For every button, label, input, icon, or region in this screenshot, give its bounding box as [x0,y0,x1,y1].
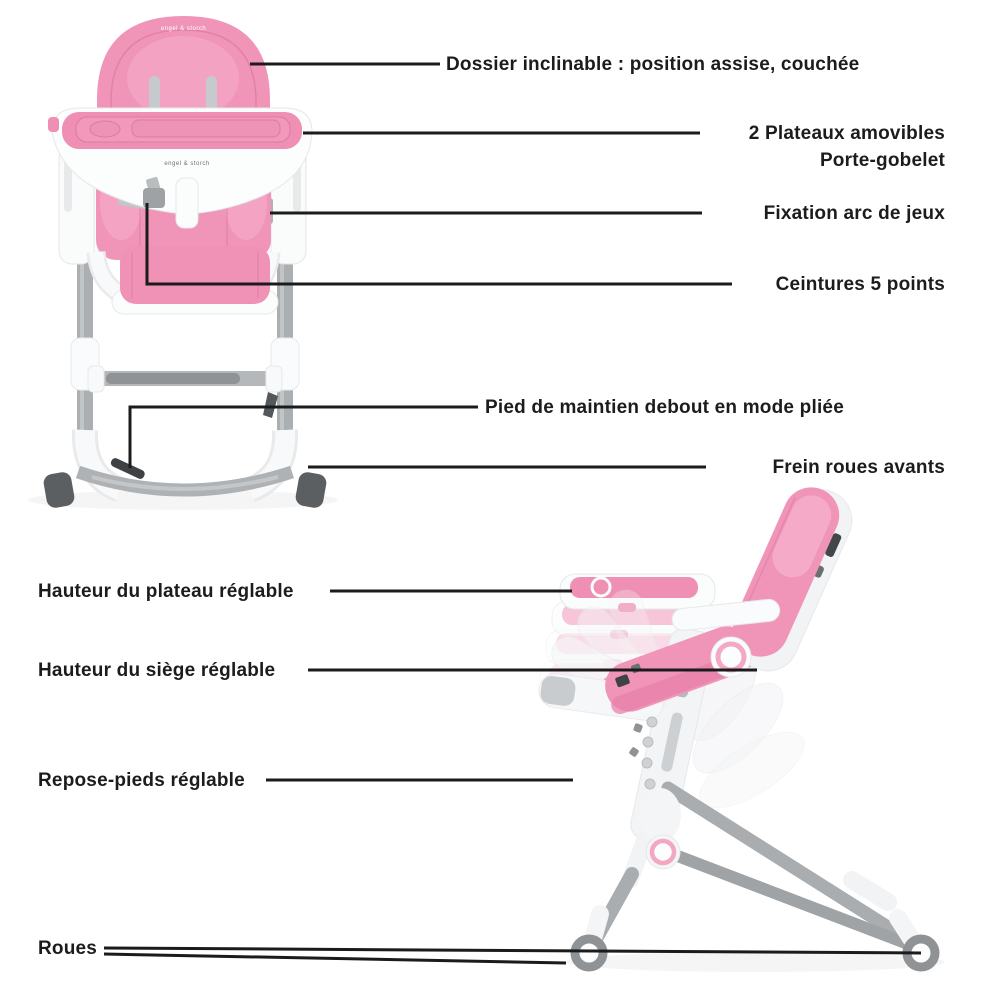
folding-latch [263,392,278,418]
label-plateaux-amovibles [749,120,945,174]
seat-height-knob [718,644,744,670]
brand-logo-seatback: engel & storch [160,26,207,32]
tray-clip [48,117,59,132]
side-view-illustration [537,478,945,972]
front-wheel [575,939,603,967]
crotch-post [176,178,198,228]
leg-hub [639,788,681,842]
rear-crossbar [88,366,282,418]
brand-logo-tray: engel & storch [164,161,210,167]
folding-joint-ring [652,841,674,863]
callout-line-pied [130,407,478,468]
side-frame-legs [591,788,918,946]
label-ceintures: Ceintures 5 points [775,274,945,295]
side-shadow [565,952,945,972]
tray-recess [132,120,280,137]
front-view-illustration [28,16,338,510]
label-repose-pieds: Repose-pieds réglable [38,770,245,791]
label-hauteur-plateau: Hauteur du plateau réglable [38,581,294,602]
label-fixation-arc: Fixation arc de jeux [763,203,945,224]
footrest-front [96,246,278,314]
label-dossier-inclinable: Dossier inclinable : position assise, couchée [446,54,860,75]
cup-holder [90,121,120,137]
callout-line-roues-rear [104,948,921,953]
label-pied-maintien: Pied de maintien debout en mode pliée [485,397,844,418]
label-plateaux-line1: 2 Plateaux amovibles [748,123,945,144]
callout-line-roues-front [104,954,566,963]
label-frein-roues: Frein roues avants [772,457,945,478]
label-hauteur-siege: Hauteur du siège réglable [38,660,276,681]
label-roues: Roues [38,938,98,959]
label-plateaux-line2: Porte-gobelet [819,150,945,171]
